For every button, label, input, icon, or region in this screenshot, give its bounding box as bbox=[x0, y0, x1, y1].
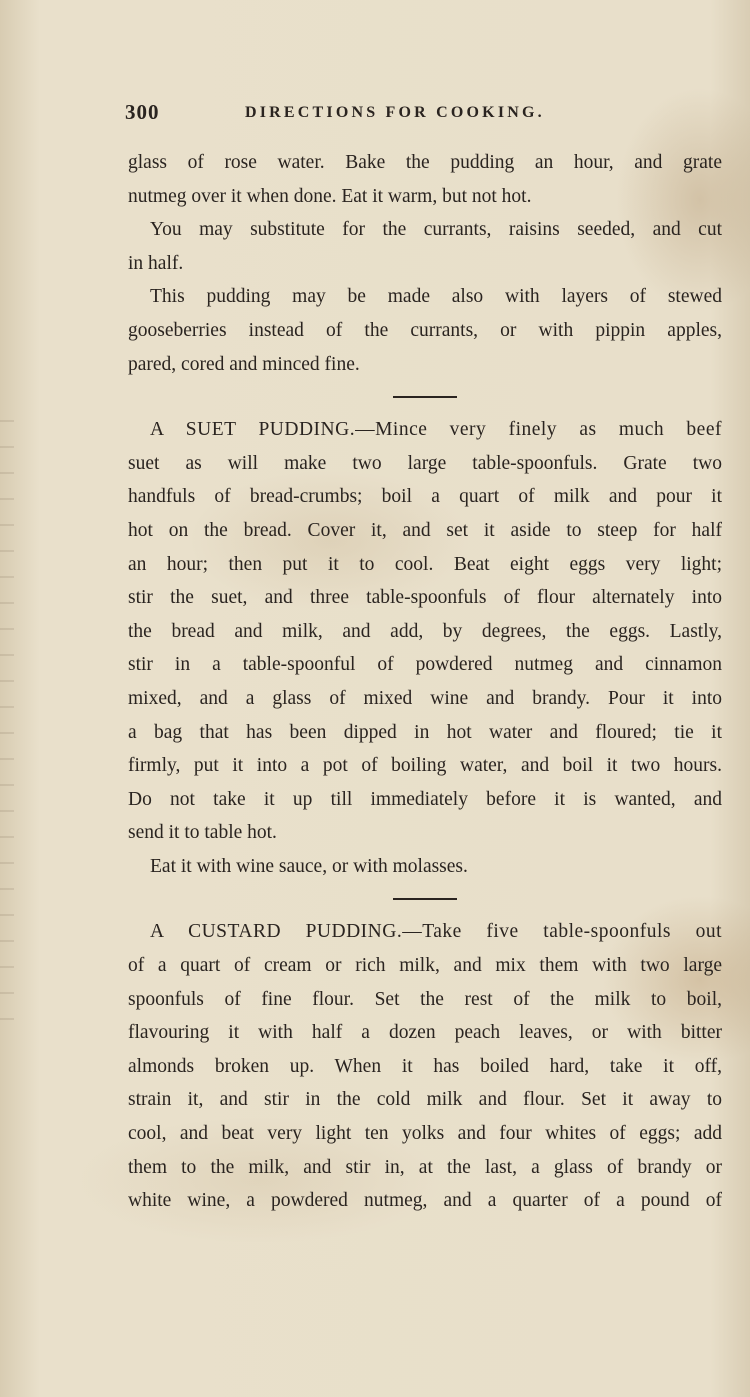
text-line: You may substitute for the currants, raisins seeded, and cut bbox=[150, 219, 722, 241]
section-divider bbox=[128, 381, 722, 413]
running-head: DIRECTIONS FOR COOKING. bbox=[245, 104, 545, 121]
text-line: send it to table hot. bbox=[128, 822, 277, 844]
text-line: stir the suet, and three table-spoonfuls of flour alternately into bbox=[128, 587, 722, 609]
body-text bbox=[128, 146, 722, 1218]
text-line: strain it, and stir in the cold milk and flour. Set it away to bbox=[128, 1089, 722, 1111]
text-line: in half. bbox=[128, 252, 184, 274]
text-line: nutmeg over it when done. Eat it warm, but not hot. bbox=[128, 185, 532, 207]
divider-rule bbox=[393, 396, 457, 398]
text-line: a bag that has been dipped in hot water and floured; tie it bbox=[128, 721, 722, 743]
recipe-heading-line: A CUSTARD PUDDING.—Take five table-spoonfuls out bbox=[150, 921, 722, 943]
divider-rule bbox=[393, 898, 457, 900]
recipe-heading-line: A SUET PUDDING.—Mince very finely as much beef bbox=[150, 419, 722, 441]
text-line: flavouring it with half a dozen peach leaves, or with bitter bbox=[128, 1022, 722, 1044]
text-line: glass of rose water. Bake the pudding an hour, and grate bbox=[128, 152, 722, 173]
text-line: mixed, and a glass of mixed wine and brandy. Pour it into bbox=[128, 687, 722, 709]
section-divider bbox=[128, 883, 722, 915]
text-line: almonds broken up. When it has boiled hard, take it off, bbox=[128, 1055, 722, 1077]
text-line: Eat it with wine sauce, or with molasses. bbox=[150, 855, 468, 877]
text-line: Do not take it up till immediately before it is wanted, and bbox=[128, 788, 722, 810]
text-line: them to the milk, and stir in, at the last, a glass of brandy or bbox=[128, 1156, 722, 1178]
text-line: hot on the bread. Cover it, and set it aside to steep for half bbox=[128, 519, 722, 541]
text-line: This pudding may be made also with layers of stewed bbox=[150, 286, 722, 308]
text-line: of a quart of cream or rich milk, and mix them with two large bbox=[128, 955, 722, 977]
text-line: white wine, a powdered nutmeg, and a quarter of a pound of bbox=[128, 1190, 722, 1212]
text-line: gooseberries instead of the currants, or with pippin apples, bbox=[128, 319, 722, 341]
text-line: cool, and beat very light ten yolks and four whites of eggs; add bbox=[128, 1123, 722, 1145]
text-line: pared, cored and minced fine. bbox=[128, 353, 360, 375]
text-line: an hour; then put it to cool. Beat eight eggs very light; bbox=[128, 553, 722, 575]
text-line: stir in a table-spoonful of powdered nutmeg and cinnamon bbox=[128, 654, 722, 676]
text-line: the bread and milk, and add, by degrees, the eggs. Lastly, bbox=[128, 620, 722, 642]
text-line: suet as will make two large table-spoonfuls. Grate two bbox=[128, 452, 722, 474]
page-header bbox=[125, 100, 720, 130]
text-line: firmly, put it into a pot of boiling water, and boil it two hours. bbox=[128, 755, 722, 777]
binding-edge bbox=[0, 420, 14, 1020]
text-line: handfuls of bread-crumbs; boil a quart of milk and pour it bbox=[128, 486, 722, 508]
page-number: 300 bbox=[125, 100, 160, 124]
text-line: spoonfuls of fine flour. Set the rest of the milk to boil, bbox=[128, 988, 722, 1010]
